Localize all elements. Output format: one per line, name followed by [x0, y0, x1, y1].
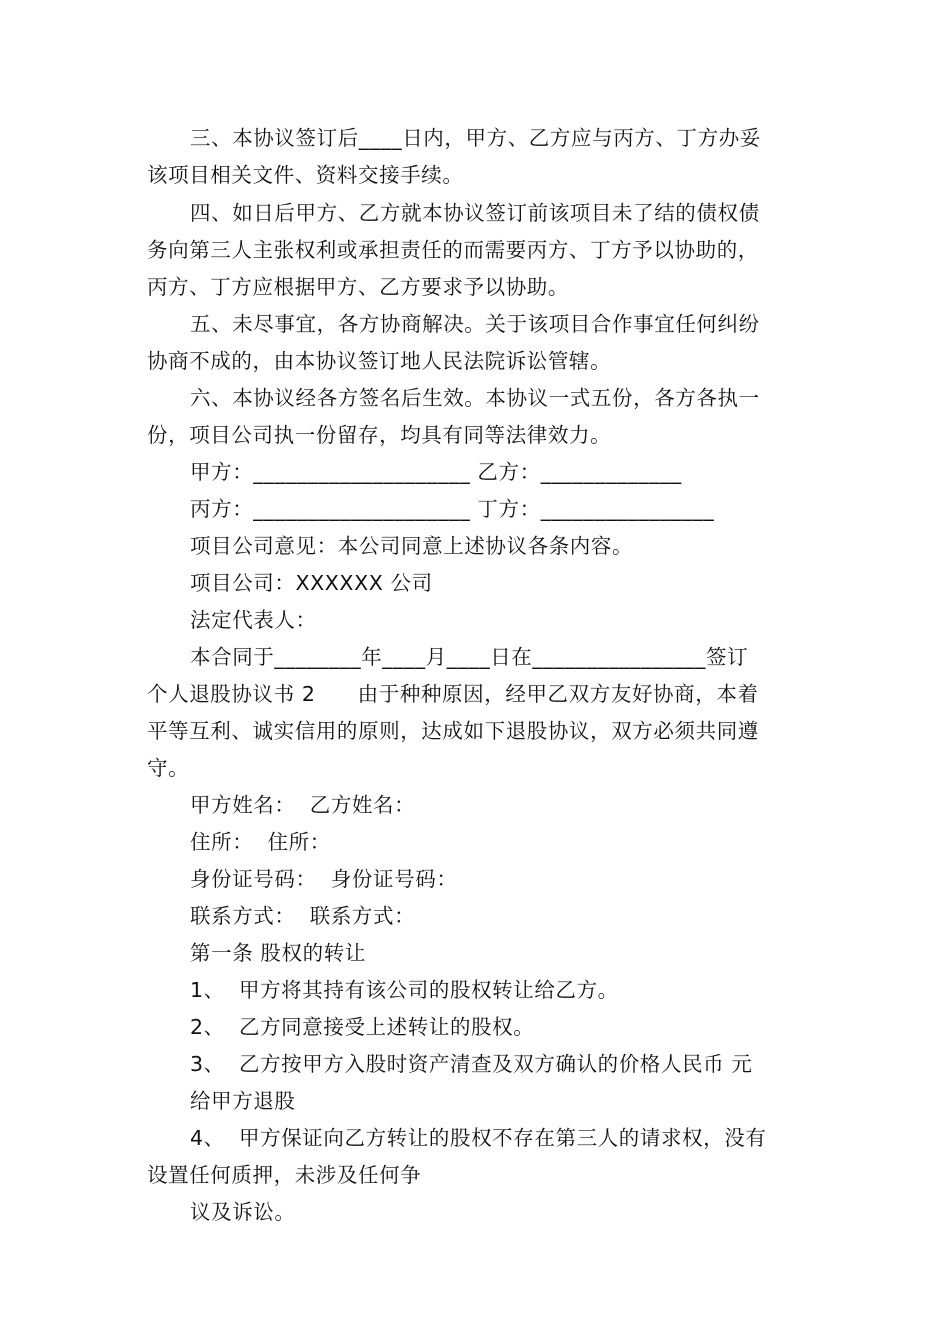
- text-line: 丙方、丁方应根据甲方、乙方要求予以协助。: [147, 275, 569, 299]
- text-line: 项目公司意见：本公司同意上述协议各条内容。: [190, 534, 634, 558]
- text-line: 份，项目公司执一份留存，均具有同等法律效力。: [147, 423, 612, 447]
- text-line: 平等互利、诚实信用的原则，达成如下退股协议，双方必须共同遵: [147, 719, 759, 743]
- text-line: 住所： 住所：: [190, 830, 331, 854]
- text-line: 法定代表人：: [190, 608, 317, 632]
- text-line: 守。: [147, 756, 190, 780]
- signature-line-bing-ding: 丙方：____________________ 丁方：________________: [190, 497, 715, 521]
- signature-line-jia-yi: 甲方：____________________ 乙方：_____________: [190, 460, 682, 484]
- text-line: 联系方式： 联系方式：: [190, 904, 416, 928]
- text-line: 身份证号码： 身份证号码：: [190, 867, 458, 891]
- text-line: 议及诉讼。: [190, 1200, 296, 1224]
- text-line: 三、本协议签订后____日内，甲方、乙方应与丙方、丁方办妥: [190, 126, 761, 150]
- text-line: 个人退股协议书 2 由于种种原因，经甲乙双方友好协商，本着: [147, 682, 759, 706]
- text-line: 甲方姓名： 乙方姓名：: [190, 793, 416, 817]
- list-item: 3、 乙方按甲方入股时资产清查及双方确认的价格人民币 元: [190, 1052, 753, 1076]
- text-line: 务向第三人主张权利或承担责任的而需要丙方、丁方予以协助的，: [147, 238, 759, 262]
- text-line: 五、未尽事宜，各方协商解决。关于该项目合作事宜任何纠纷: [190, 312, 760, 336]
- text-line: 该项目相关文件、资料交接手续。: [147, 163, 464, 187]
- text-line: 四、如日后甲方、乙方就本协议签订前该项目未了结的债权债: [190, 201, 760, 225]
- date-line: 本合同于________年____月____日在________________签订: [190, 645, 749, 669]
- list-item: 2、 乙方同意接受上述转让的股权。: [190, 1015, 535, 1039]
- text-line: 给甲方退股: [190, 1089, 296, 1113]
- text-line: 六、本协议经各方签名后生效。本协议一式五份，各方各执一: [190, 386, 760, 410]
- list-item: 4、 甲方保证向乙方转让的股权不存在第三人的请求权，没有: [190, 1126, 767, 1150]
- list-item: 1、 甲方将其持有该公司的股权转让给乙方。: [190, 978, 619, 1002]
- section-heading: 第一条 股权的转让: [190, 941, 366, 965]
- text-line: 项目公司：XXXXXX 公司: [190, 571, 433, 595]
- text-line: 协商不成的，由本协议签订地人民法院诉讼管辖。: [147, 349, 612, 373]
- text-line: 设置任何质押，未涉及任何争: [147, 1163, 422, 1187]
